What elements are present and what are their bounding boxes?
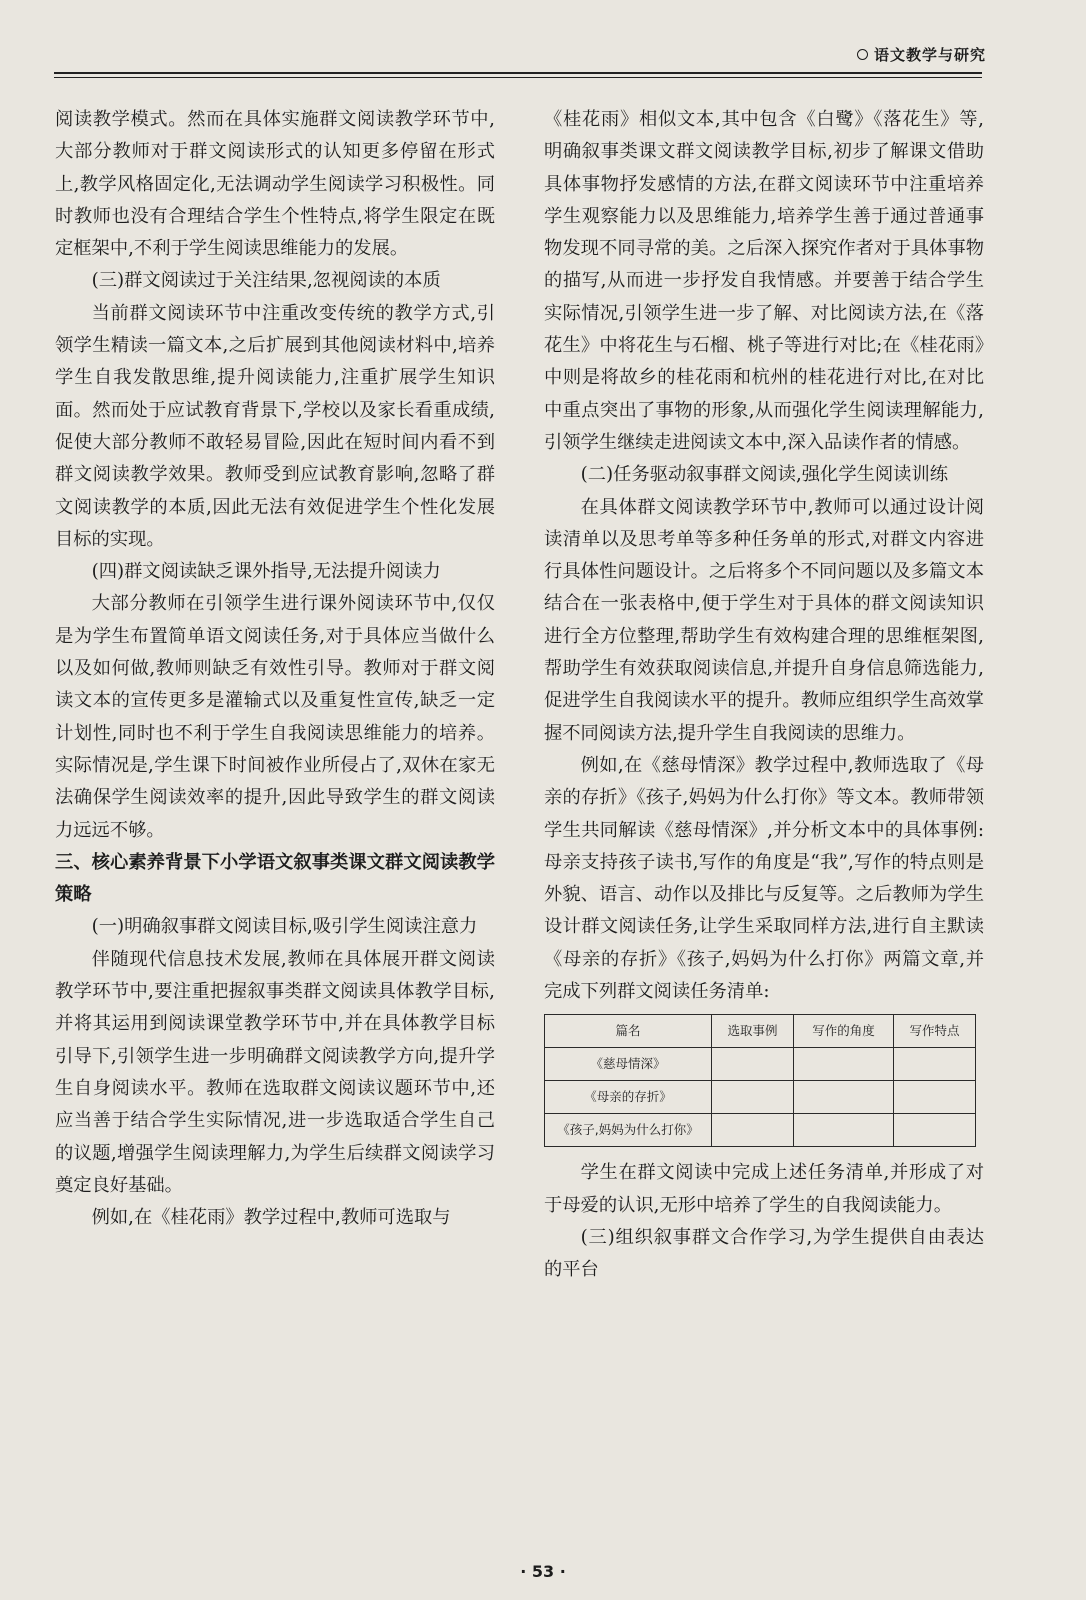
table-cell: 《孩子,妈妈为什么打你》: [545, 1114, 712, 1147]
header-rule-thin: [54, 77, 982, 78]
table-row: [545, 1081, 976, 1114]
journal-section-label: 语文教学与研究: [873, 46, 986, 64]
table-cell: [893, 1048, 975, 1081]
subsection-heading: (三)组织叙事群文合作学习,为学生提供自由表达的平台: [544, 1226, 984, 1281]
subsection-heading: (二)任务驱动叙事群文阅读,强化学生阅读训练: [580, 464, 949, 486]
table-cell: [794, 1081, 894, 1114]
table-cell: [712, 1081, 794, 1114]
table-cell: [712, 1114, 794, 1147]
circle-icon: [857, 49, 868, 60]
paragraph: 伴随现代信息技术发展,教师在具体展开群文阅读教学环节中,要注重把握叙事类群文阅读具体教学目标,并将其运用到阅读课堂教学环节中,并在具体教学目标引导下,引领学生进一步明确群文阅读教学方向,提升学生自身阅读水平。教师在选取群文阅读议题环节中,还应当善于结合学生实际情况,进一步选取适合学生自己的议题,增强学生阅读理解力,为学生后续群文阅读学习奠定良好基础。: [55, 948, 495, 1196]
table-header-cell: 篇名: [545, 1015, 712, 1048]
table-header-cell: 写作的角度: [794, 1015, 894, 1048]
table-row: [545, 1114, 976, 1147]
table-cell: 《慈母情深》: [545, 1048, 712, 1081]
paragraph: 《桂花雨》相似文本,其中包含《白鹭》《落花生》等,明确叙事类课文群文阅读教学目标,初步了解课文借助具体事物抒发感情的方法,在群文阅读环节中注重培养学生观察能力以及思维能力,培养学生善于通过普通事物发现不同寻常的美。之后深入探究作者对于具体事物的描写,从而进一步抒发自我情感。并要善于结合学生实际情况,引领学生进一步了解、对比阅读方法,在《落花生》中将花生与石榴、桃子等进行对比;在《桂花雨》中则是将故乡的桂花雨和杭州的桂花进行对比,在对比中重点突出了事物的形象,从而强化学生阅读理解能力,引领学生继续走进阅读文本中,深入品读作者的情感。: [544, 109, 984, 453]
paragraph: 例如,在《慈母情深》教学过程中,教师选取了《母亲的存折》《孩子,妈妈为什么打你》等文本。教师带领学生共同解读《慈母情深》,并分析文本中的具体事例:母亲支持孩子读书,写作的角度是“我”,写作的特点则是外貌、语言、动作以及排比与反复等。之后教师为学生设计群文阅读任务,让学生采取同样方法,进行自主默读《母亲的存折》《孩子,妈妈为什么打你》两篇文章,并完成下列群文阅读任务清单:: [544, 754, 984, 1003]
table-cell: [712, 1048, 794, 1081]
journal-section-title: [857, 44, 986, 65]
paragraph: 例如,在《桂花雨》教学过程中,教师可选取与: [91, 1207, 451, 1229]
subsection-heading: (三)群文阅读过于关注结果,忽视阅读的本质: [91, 270, 441, 292]
paragraph: 阅读教学模式。然而在具体实施群文阅读教学环节中,大部分教师对于群文阅读形式的认知更多停留在形式上,教学风格固定化,无法调动学生阅读学习积极性。同时教师也没有合理结合学生个性特点,将学生限定在既定框架中,不利于学生阅读思维能力的发展。: [55, 109, 495, 260]
paragraph: 在具体群文阅读教学环节中,教师可以通过设计阅读清单以及思考单等多种任务单的形式,对群文内容进行具体性问题设计。之后将多个不同问题以及多篇文本结合在一张表格中,便于学生对于具体的群文阅读知识进行全方位整理,帮助学生有效构建合理的思维框架图,帮助学生有效获取阅读信息,并提升自身信息筛选能力,促进学生自我阅读水平的提升。教师应组织学生高效掌握不同阅读方法,提升学生自我阅读的思维力。: [544, 496, 984, 744]
table-cell: [794, 1048, 894, 1081]
table-cell: [794, 1114, 894, 1147]
subsection-heading: (一)明确叙事群文阅读目标,吸引学生阅读注意力: [91, 916, 478, 938]
table-cell: [893, 1081, 975, 1114]
table-header-row: [545, 1015, 976, 1048]
page-header: [0, 0, 1086, 80]
table-row: [545, 1048, 976, 1081]
table-header-cell: 选取事例: [712, 1015, 794, 1048]
right-column: [544, 104, 984, 1287]
task-list-table: [544, 1014, 976, 1147]
paragraph: 当前群文阅读环节中注重改变传统的教学方式,引领学生精读一篇文本,之后扩展到其他阅读材料中,培养学生自我发散思维,提升阅读能力,注重扩展学生知识面。然而处于应试教育背景下,学校以及家长看重成绩,促使大部分教师不敢轻易冒险,因此在短时间内看不到群文阅读教学效果。教师受到应试教育影响,忽略了群文阅读教学的本质,因此无法有效促进学生个性化发展目标的实现。: [55, 302, 495, 550]
page-number: · 53 ·: [520, 1562, 566, 1581]
table-cell: [893, 1114, 975, 1147]
left-column: [55, 104, 495, 1234]
table-cell: 《母亲的存折》: [545, 1081, 712, 1114]
header-rule-thick: [54, 72, 982, 74]
paragraph: 学生在群文阅读中完成上述任务清单,并形成了对于母爱的认识,无形中培养了学生的自我阅读能力。: [544, 1162, 984, 1216]
table-header-cell: 写作特点: [893, 1015, 975, 1048]
section-heading: 三、核心素养背景下小学语文叙事类课文群文阅读教学策略: [55, 851, 495, 906]
subsection-heading: (四)群文阅读缺乏课外指导,无法提升阅读力: [91, 561, 441, 583]
paragraph: 大部分教师在引领学生进行课外阅读环节中,仅仅是为学生布置简单语文阅读任务,对于具体应当做什么以及如何做,教师则缺乏有效性引导。教师对于群文阅读文本的宣传更多是灌输式以及重复性宣传,缺乏一定计划性,同时也不利于学生自我阅读思维能力的培养。实际情况是,学生课下时间被作业所侵占了,双休在家无法确保学生阅读效率的提升,因此导致学生的群文阅读力远远不够。: [55, 593, 495, 841]
